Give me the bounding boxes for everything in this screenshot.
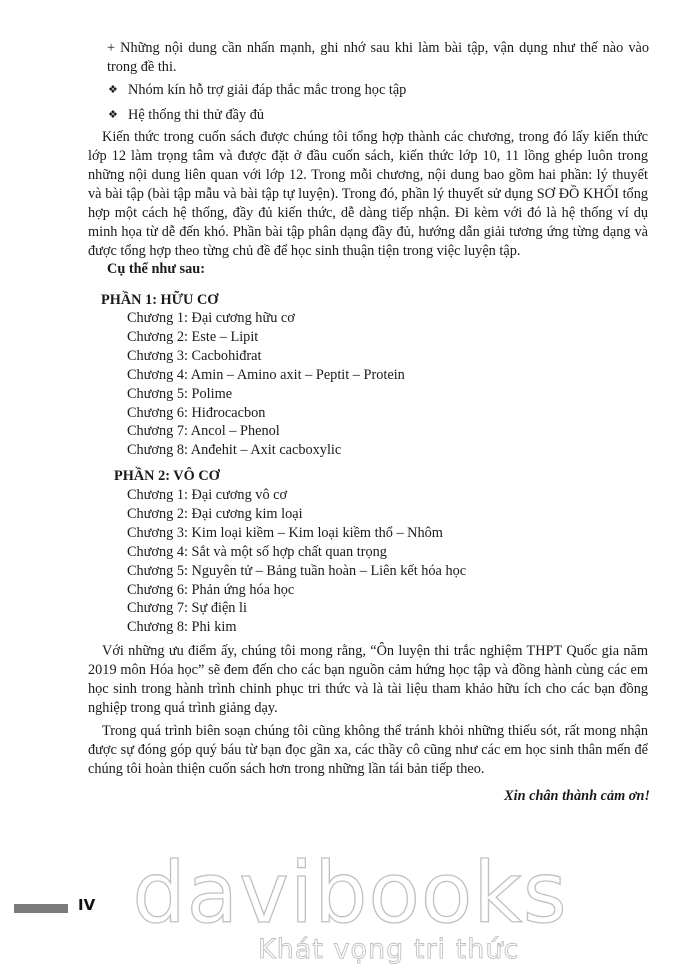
diamond-bullet-icon: ❖ <box>108 109 118 121</box>
chapter-item: Chương 1: Đại cương hữu cơ <box>127 310 295 326</box>
chapter-item: Chương 7: Sự điện li <box>127 600 247 617</box>
part-2-title: PHẦN 2: VÔ CƠ <box>114 468 220 484</box>
bullet-item <box>108 81 406 101</box>
specifically-heading: Cụ thể như sau: <box>107 261 205 277</box>
chapter-item: Chương 4: Sắt và một số hợp chất quan trọng <box>127 543 387 560</box>
bullet-text: Nhóm kín hỗ trợ giải đáp thắc mắc trong học tập <box>128 82 407 98</box>
chapter-item: Chương 6: Phản ứng hóa học <box>127 581 295 598</box>
part-2-chapter-list <box>127 486 466 637</box>
thanks-signoff: Xin chân thành cảm ơn! <box>504 788 650 804</box>
chapter-item: Chương 2: Este – Lipit <box>127 328 259 345</box>
chapter-item: Chương 5: Polime <box>127 385 233 402</box>
part-1-chapter-list <box>127 309 405 460</box>
intro-plus-paragraph: + Những nội dung cần nhấn mạnh, ghi nhớ sau khi làm bài tập, vận dụng như thế nào vào trong đề thi. <box>107 40 649 75</box>
closing-paragraph-2: Trong quá trình biên soạn chúng tôi cũng không thể tránh khỏi những thiếu sót, rất mong nhận được sự đóng góp quý báu từ bạn đọc gần xa, các thầy cô cũng như các em học sinh thân mến để chúng tôi hoàn thiện cuốn sách hơn trong những lần tái bản tiếp theo. <box>88 723 648 777</box>
chapter-item: Chương 4: Amin – Amino axit – Peptit – Protein <box>127 366 405 383</box>
chapter-item: Chương 1: Đại cương vô cơ <box>127 487 288 503</box>
chapter-item: Chương 5: Nguyên tử – Bảng tuần hoàn – Liên kết hóa học <box>127 562 467 579</box>
chapter-item: Chương 3: Kim loại kiềm – Kim loại kiềm thổ – Nhôm <box>127 524 443 541</box>
chapter-item: Chương 8: Anđehit – Axit cacboxylic <box>127 442 342 459</box>
davibooks-watermark-logo: davibooks <box>132 844 568 942</box>
page-number-bar <box>14 904 68 913</box>
watermark-tagline: Khát vọng tri thức <box>258 934 520 965</box>
body-paragraph: Kiến thức trong cuốn sách được chúng tôi tổng hợp thành các chương, trong đó lấy kiến thức lớp 12 làm trọng tâm và được đặt ở đầu cuốn sách, kiến thức lớp 10, 11 lồng ghép luôn trong những nội dung liên quan với lớp 12. Trong mỗi chương, nội dung bao gồm hai phần: lý thuyết và bài tập (bài tập mẫu và bài tập tự luyện). Trong đó, phần lý thuyết sử dụng SƠ ĐỒ KHỐI tổng hợp một cách hệ thống, đầy đủ kiến thức, dễ dàng tiếp nhận. Đi kèm với đó là hệ thống ví dụ minh họa từ dễ đến khó. Phần bài tập phân dạng đầy đủ, hướng dẫn giải tương ứng từng dạng và được tổng hợp theo từng chủ đề để học sinh thuận tiện trong việc luyện tập. <box>88 129 648 259</box>
chapter-item: Chương 6: Hiđrocacbon <box>127 404 266 421</box>
closing-paragraph-1: Với những ưu điểm ấy, chúng tôi mong rằng, “Ôn luyện thi trắc nghiệm THPT Quốc gia năm 2019 môn Hóa học” sẽ đem đến cho các bạn nguồn cảm hứng học tập và đồng hành cùng các em học sinh trong hành trình chinh phục tri thức và là tài liệu tham khảo hữu ích cho các bạn đồng nghiệp trong quá trình giảng dạy. <box>88 643 648 716</box>
chapter-item: Chương 7: Ancol – Phenol <box>127 423 280 440</box>
bullet-item <box>108 106 264 126</box>
diamond-bullet-icon: ❖ <box>108 84 118 96</box>
page-number: IV <box>78 896 96 914</box>
chapter-item: Chương 8: Phi kim <box>127 619 237 636</box>
chapter-item: Chương 3: Cacbohiđrat <box>127 347 262 364</box>
bullet-text: Hệ thống thi thử đầy đủ <box>128 107 265 123</box>
part-1-title: PHẦN 1: HỮU CƠ <box>101 292 219 308</box>
chapter-item: Chương 2: Đại cương kim loại <box>127 505 303 522</box>
